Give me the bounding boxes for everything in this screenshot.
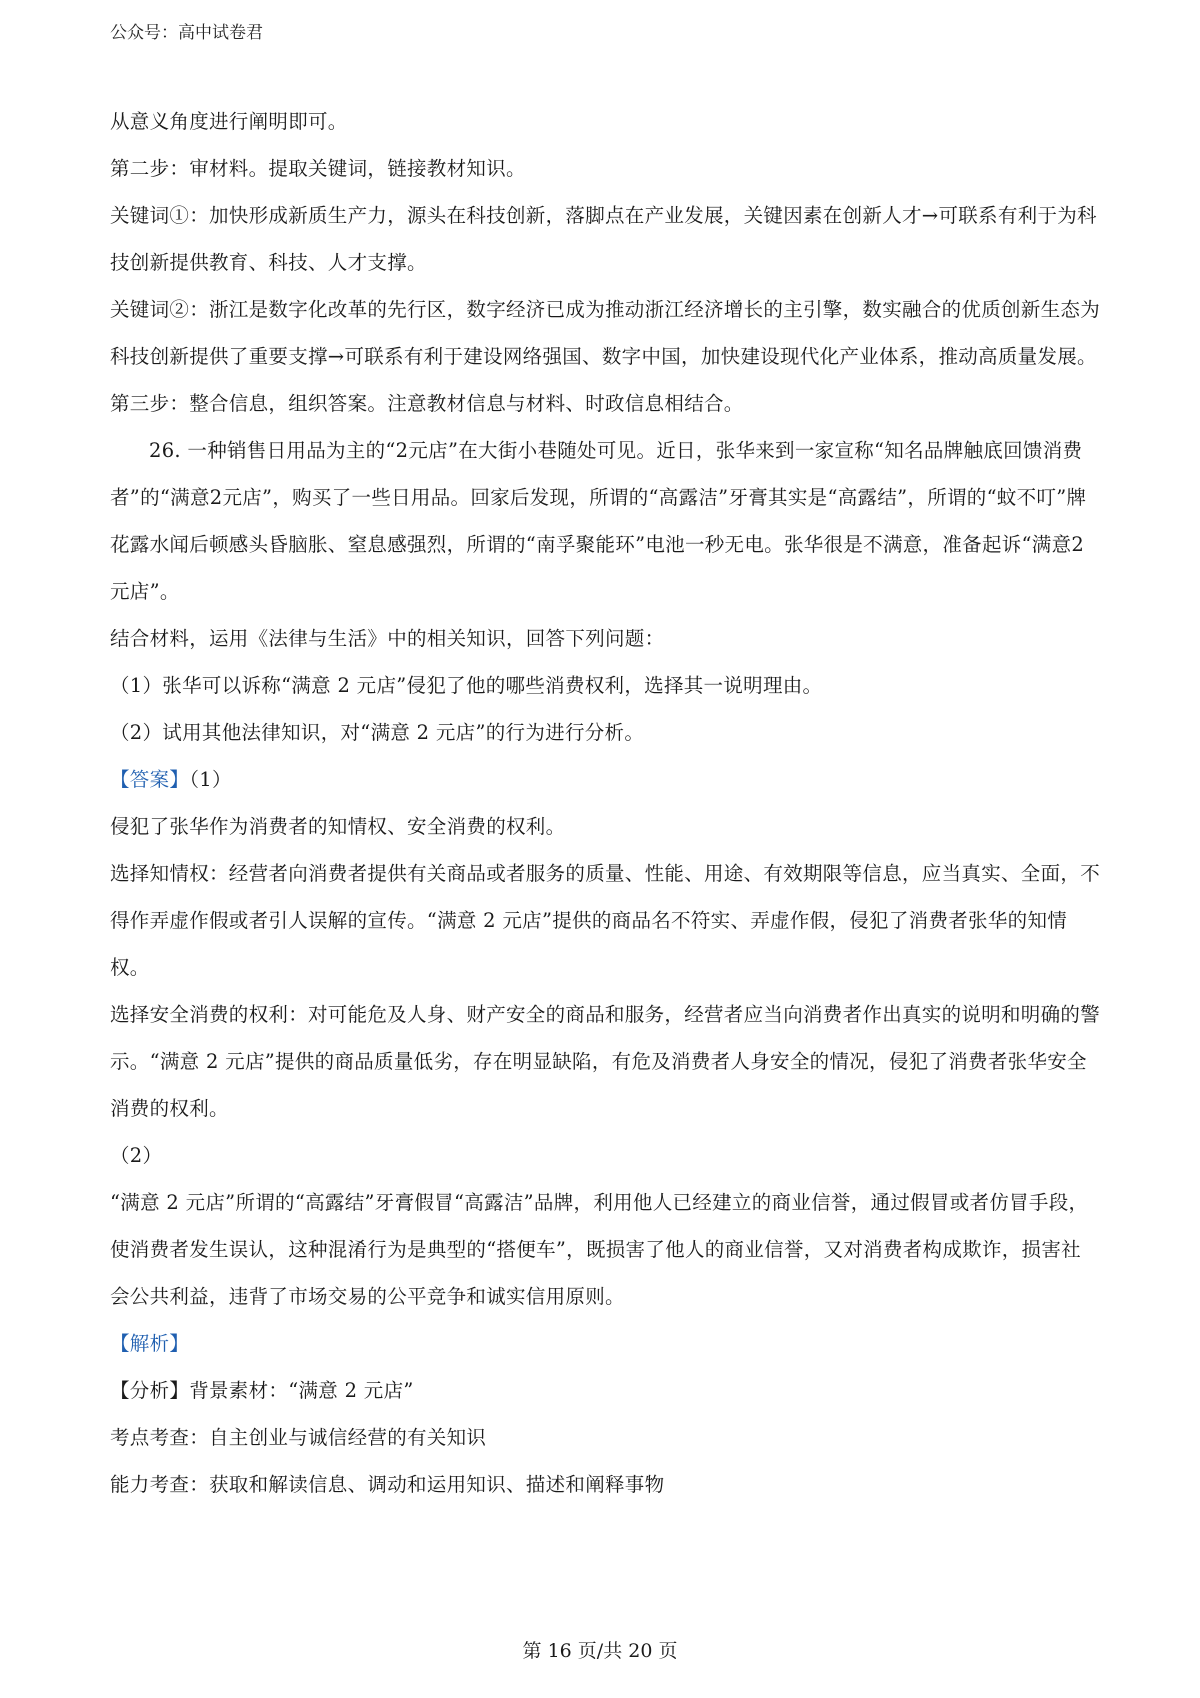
analysis-paragraph: 考点考查：自主创业与诚信经营的有关知识 [110, 1426, 487, 1449]
question-intro: 结合材料，运用《法律与生活》中的相关知识，回答下列问题： [110, 627, 665, 650]
sub-question-2: （2）试用其他法律知识，对“满意 2 元店”的行为进行分析。 [110, 721, 645, 744]
answer-paragraph: 选择安全消费的权利：对可能危及人身、财产安全的商品和服务，经营者应当向消费者作出真实的说明和明确的警示。“满意 2 元店”提供的商品质量低劣，存在明显缺陷，有危及消费者人身安全的情况，侵犯了消费者张华安全消费的权利。 [110, 1003, 1101, 1120]
paragraph: 关键词①：加快形成新质生产力，源头在科技创新，落脚点在产业发展，关键因素在创新人才→可联系有利于为科技创新提供教育、科技、人才支撑。 [110, 204, 1097, 274]
answer-paragraph: “满意 2 元店”所谓的“高露结”牙膏假冒“高露洁”品牌，利用他人已经建立的商业信誉，通过假冒或者仿冒手段，使消费者发生误认，这种混淆行为是典型的“搭便车”，既损害了他人的商业信誉，又对消费者构成欺诈，损害社会公共利益，违背了市场交易的公平竞争和诚实信用原则。 [110, 1191, 1089, 1308]
page-footer: 第 16 页/共 20 页 [522, 1640, 678, 1662]
question-26: 26. 一种销售日用品为主的“2元店”在大街小巷随处可见。近日，张华来到一家宣称“知名品牌触底回馈消费者”的“满意2元店”，购买了一些日用品。回家后发现，所谓的“高露洁”牙膏其实是“高露结”，所谓的“蚊不叮”牌花露水闻后顿感头昏脑胀、窒息感强烈，所谓的“南孚聚能环”电池一秒无电。张华很是不满意，准备起诉“满意2元店”。 [110, 439, 1087, 603]
answer-tag: 【答案】 [110, 768, 190, 791]
analysis-paragraph: 【分析】背景素材：“满意 2 元店” [110, 1379, 414, 1402]
answer-paragraph: 侵犯了张华作为消费者的知情权、安全消费的权利。 [110, 815, 566, 838]
answer-heading [110, 756, 1100, 803]
paragraph: 从意义角度进行阐明即可。 [110, 110, 348, 133]
analysis-tag: 【解析】 [110, 1332, 190, 1355]
sub-question-1: （1）张华可以诉称“满意 2 元店”侵犯了他的哪些消费权利，选择其一说明理由。 [110, 674, 823, 697]
analysis-paragraph: 能力考查：获取和解读信息、调动和运用知识、描述和阐释事物 [110, 1473, 665, 1496]
paragraph: 关键词②：浙江是数字化改革的先行区，数字经济已成为推动浙江经济增长的主引擎，数实融合的优质创新生态为科技创新提供了重要支撑→可联系有利于建设网络强国、数字中国，加快建设现代化产业体系，推动高质量发展。 [110, 298, 1101, 368]
answer-number-2: （2） [110, 1144, 163, 1167]
paragraph: 第二步：审材料。提取关键词，链接教材知识。 [110, 157, 526, 180]
answer-number: （1） [189, 768, 232, 791]
document-body [110, 98, 1100, 1508]
page-header: 公众号：高中试卷君 [110, 23, 263, 43]
answer-paragraph: 选择知情权：经营者向消费者提供有关商品或者服务的质量、性能、用途、有效期限等信息，应当真实、全面，不得作弄虚作假或者引人误解的宣传。“满意 2 元店”提供的商品名不符实、弄虚作假，侵犯了消费者张华的知情权。 [110, 862, 1101, 979]
paragraph: 第三步：整合信息，组织答案。注意教材信息与材料、时政信息相结合。 [110, 392, 744, 415]
